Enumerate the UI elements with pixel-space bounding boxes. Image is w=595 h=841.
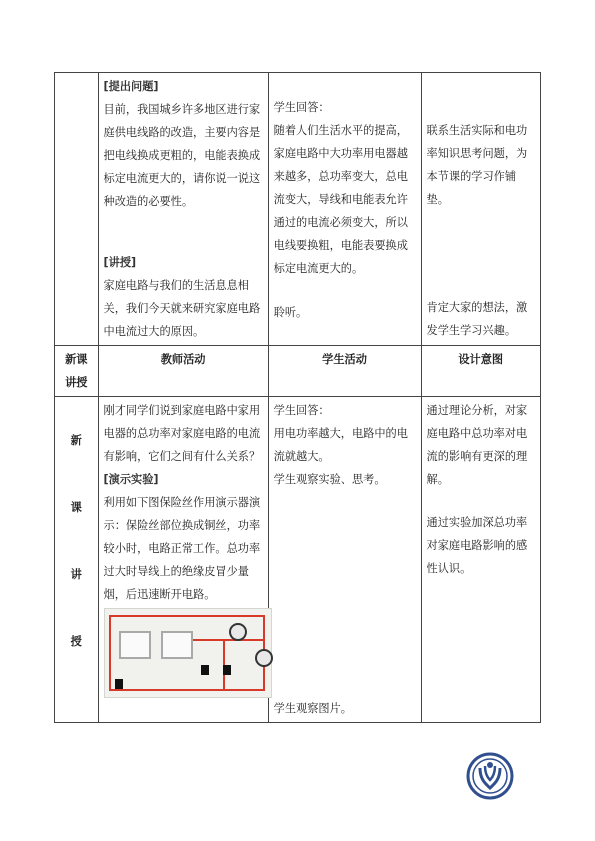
side-label-cell [55, 397, 99, 723]
side-char: 课 [70, 501, 82, 514]
table-row [55, 73, 541, 346]
side-char: 讲 [70, 568, 82, 581]
student-activity-cell [268, 73, 421, 346]
section-heading: [提出问题] [103, 80, 159, 93]
intent-text: 联系生活实际和电功率知识思考问题，为本节课的学习作铺垫。 [426, 124, 528, 206]
student-text: 学生回答： [273, 101, 330, 114]
side-char: 授 [70, 635, 82, 648]
lesson-plan-table [54, 72, 541, 723]
side-label-cell [55, 73, 99, 346]
section-heading: [演示实验] [103, 473, 159, 486]
student-text: 学生观察实验、思考。 [273, 473, 386, 486]
student-text: 学生观察图片。 [273, 702, 352, 715]
student-text: 随着人们生活水平的提高，家庭电路中大功率用电器越来越多，总功率变大，总电流变大，导线和电能表允许通过的电流必须变大，所以电线要换粗，电能表要换成标定电流更大的。 [273, 124, 408, 275]
header-cell: 新课讲授 [55, 346, 99, 397]
school-logo-icon [466, 752, 514, 800]
teacher-text: 家庭电路与我们的生活息息相关，我们今天就来研究家庭电路中电流过大的原因。 [103, 279, 261, 338]
teacher-text: 利用如下图保险丝作用演示器演示：保险丝部位换成铜丝，功率较小时，电路正常工作。总功率过大时导线上的绝缘皮冒少量烟，后迅速断开电路。 [103, 496, 261, 601]
table-row [55, 397, 541, 723]
student-activity-cell [268, 397, 421, 723]
header-cell: 学生活动 [268, 346, 421, 397]
intent-text: 肯定大家的想法，激发学生学习兴趣。 [426, 301, 528, 337]
teacher-activity-cell [98, 397, 268, 723]
student-text: 聆听。 [273, 306, 308, 319]
design-intent-cell [421, 73, 541, 346]
table-header-row [55, 346, 541, 397]
fuse-demonstrator-photo [104, 608, 272, 698]
intent-text: 通过实验加深总功率对家庭电路影响的感性认识。 [426, 516, 528, 575]
student-text: 用电功率越大，电路中的电流就越大。 [273, 427, 408, 463]
header-cell: 设计意图 [421, 346, 541, 397]
teacher-text: 刚才同学们说到家庭电路中家用电器的总功率对家庭电路的电流有影响，它们之间有什么关系？ [103, 404, 261, 463]
intent-text: 通过理论分析，对家庭电路中总功率对电流的影响有更深的理解。 [426, 404, 528, 486]
section-heading: [讲授] [103, 256, 137, 269]
teacher-activity-cell [98, 73, 268, 346]
header-cell: 教师活动 [98, 346, 268, 397]
side-char: 新 [70, 434, 82, 447]
design-intent-cell [421, 397, 541, 723]
teacher-text: 目前，我国城乡许多地区进行家庭供电线路的改造，主要内容是把电线换成更粗的，电能表换成标定电流更大的，请你说一说这种改造的必要性。 [103, 103, 261, 208]
student-text: 学生回答： [273, 404, 330, 417]
